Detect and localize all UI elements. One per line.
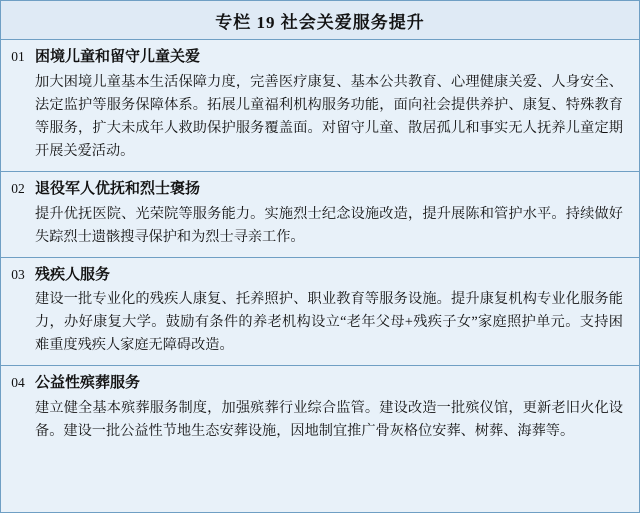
item-title: 退役军人优抚和烈士褒扬 bbox=[35, 180, 201, 197]
item-number: 03 bbox=[11, 266, 25, 282]
item-number: 04 bbox=[11, 375, 25, 391]
list-item bbox=[1, 258, 639, 367]
panel-items-list bbox=[1, 40, 639, 512]
item-number: 01 bbox=[11, 49, 25, 64]
item-title: 残疾人服务 bbox=[35, 266, 111, 283]
item-content bbox=[35, 258, 639, 366]
item-number: 02 bbox=[11, 180, 25, 196]
item-body: 加大困境儿童基本生活保障力度，完善医疗康复、基本公共教育、心理健康关爱、人身安全、法定监护等服务保障体系。拓展儿童福利机构服务功能，面向社会提供养护、康复、特殊教育等服务，扩大未成年人救助保护服务覆盖面。对留守儿童、散居孤儿和事实无人抚养儿童定期开展关爱活动。 bbox=[35, 73, 623, 159]
list-item bbox=[1, 366, 639, 451]
item-content bbox=[35, 40, 639, 171]
item-body: 建立健全基本殡葬服务制度，加强殡葬行业综合监管。建设改造一批殡仪馆，更新老旧火化设备。建设一批公益性节地生态安葬设施，因地制宜推广骨灰格位安葬、树葬、海葬等。 bbox=[35, 400, 623, 439]
item-body: 提升优抚医院、光荣院等服务能力。实施烈士纪念设施改造，提升展陈和管护水平。持续做好失踪烈士遗骸搜寻保护和为烈士寻亲工作。 bbox=[35, 205, 623, 245]
list-item bbox=[1, 40, 639, 172]
panel-title-bar bbox=[1, 1, 639, 40]
panel-title: 专栏 19 社会关爱服务提升 bbox=[215, 12, 425, 32]
item-title: 困境儿童和留守儿童关爱 bbox=[35, 49, 201, 65]
list-item bbox=[1, 172, 639, 258]
item-content bbox=[35, 172, 639, 257]
item-body: 建设一批专业化的残疾人康复、托养照护、职业教育等服务设施。提升康复机构专业化服务能力，办好康复大学。鼓励有条件的养老机构设立“老年父母+残疾子女”家庭照护单元。支持困难重度残疾人家庭无障碍改造。 bbox=[35, 291, 623, 354]
item-content bbox=[35, 366, 639, 451]
item-title: 公益性殡葬服务 bbox=[35, 375, 141, 392]
